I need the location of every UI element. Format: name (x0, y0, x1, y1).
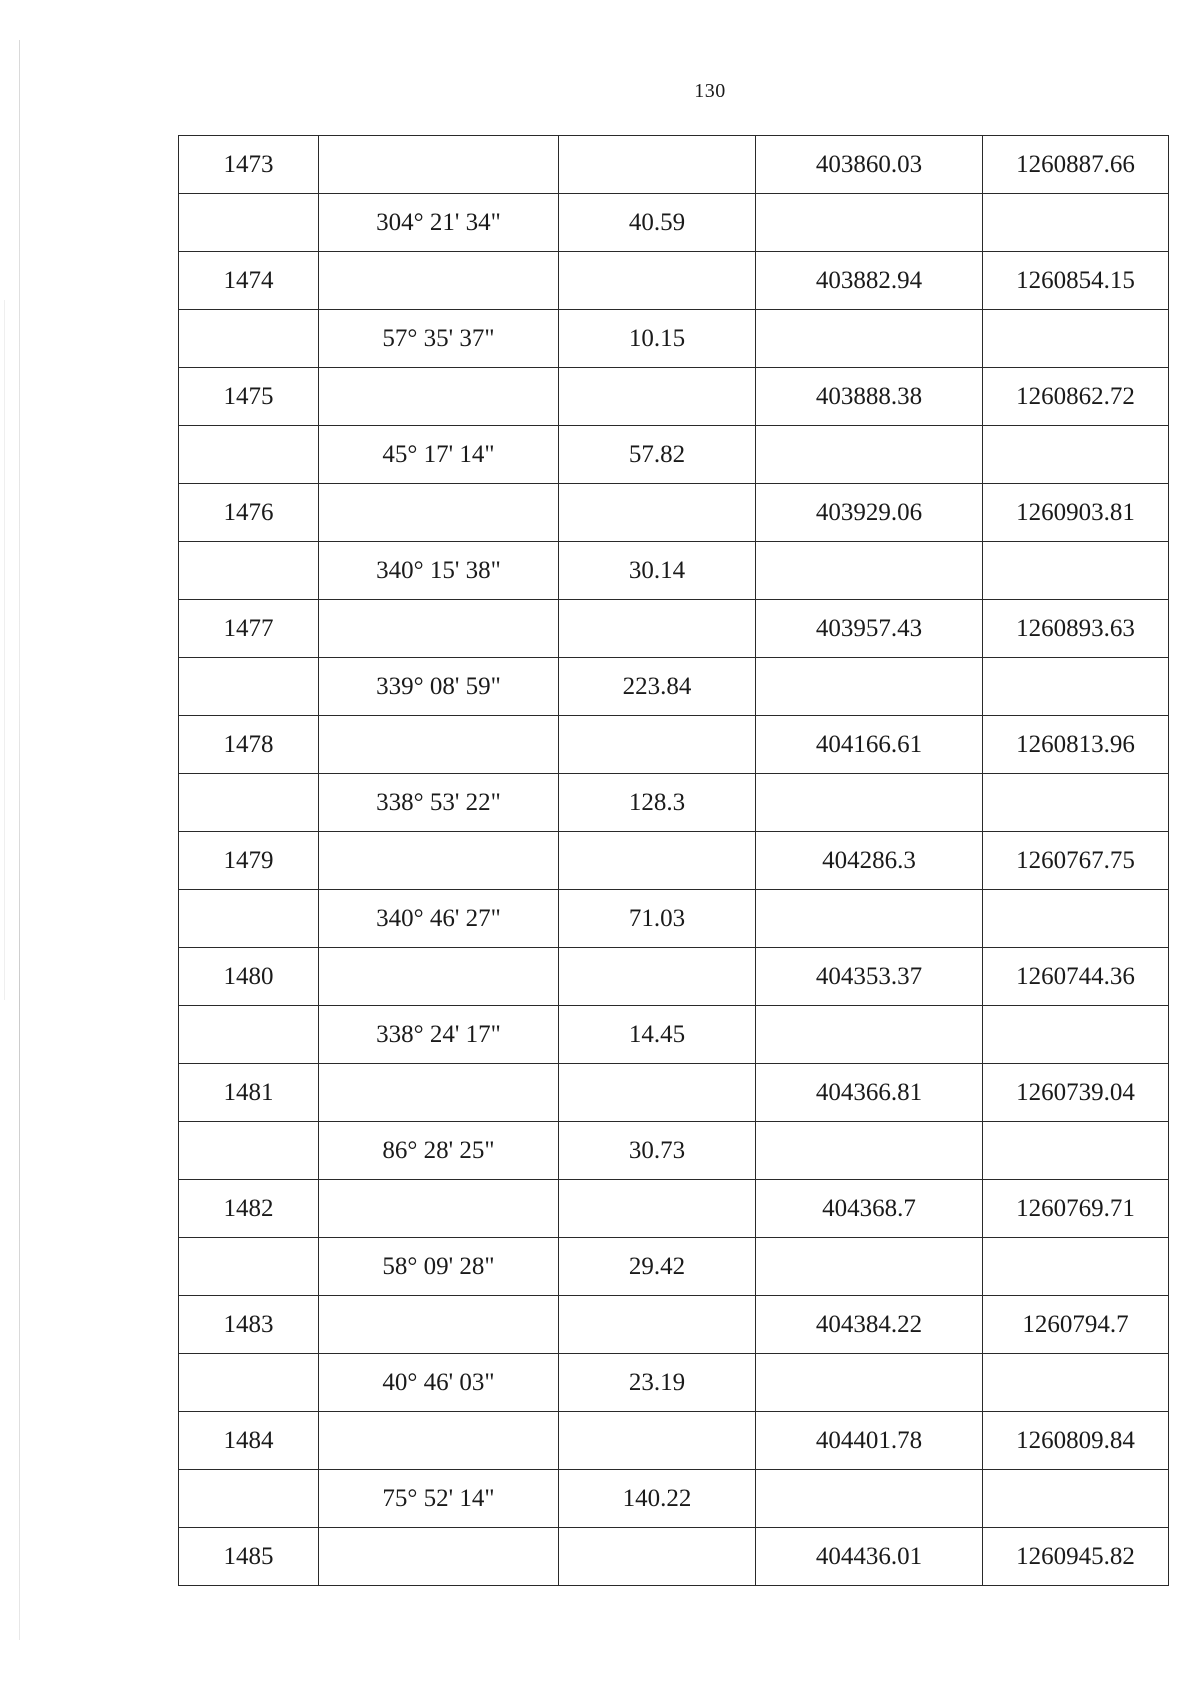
distance-cell: 29.42 (559, 1238, 756, 1296)
point-cell: 1480 (179, 948, 319, 1006)
northing-cell: 403929.06 (756, 484, 983, 542)
northing-cell: 404368.7 (756, 1180, 983, 1238)
northing-cell: 404353.37 (756, 948, 983, 1006)
easting-cell: 1260945.82 (983, 1528, 1169, 1586)
bearing-cell: 338° 24' 17" (319, 1006, 559, 1064)
page-number: 130 (694, 80, 726, 102)
point-cell: 1482 (179, 1180, 319, 1238)
point-cell (179, 542, 319, 600)
northing-cell (756, 658, 983, 716)
distance-cell: 10.15 (559, 310, 756, 368)
easting-cell: 1260813.96 (983, 716, 1169, 774)
point-cell: 1485 (179, 1528, 319, 1586)
table-row (179, 194, 1169, 252)
bearing-cell (319, 1180, 559, 1238)
table-row (179, 1354, 1169, 1412)
table-row (179, 716, 1169, 774)
easting-cell: 1260893.63 (983, 600, 1169, 658)
point-cell: 1475 (179, 368, 319, 426)
bearing-cell: 57° 35' 37" (319, 310, 559, 368)
easting-cell: 1260809.84 (983, 1412, 1169, 1470)
table-row (179, 658, 1169, 716)
coordinate-table (178, 135, 1169, 1586)
table-row (179, 252, 1169, 310)
easting-cell (983, 1238, 1169, 1296)
bearing-cell: 340° 15' 38" (319, 542, 559, 600)
point-cell (179, 774, 319, 832)
distance-cell: 30.14 (559, 542, 756, 600)
northing-cell: 403860.03 (756, 136, 983, 194)
distance-cell: 57.82 (559, 426, 756, 484)
easting-cell: 1260769.71 (983, 1180, 1169, 1238)
distance-cell (559, 1180, 756, 1238)
distance-cell: 71.03 (559, 890, 756, 948)
easting-cell: 1260767.75 (983, 832, 1169, 890)
table-row (179, 1412, 1169, 1470)
northing-cell (756, 1006, 983, 1064)
point-cell (179, 1006, 319, 1064)
easting-cell: 1260739.04 (983, 1064, 1169, 1122)
point-cell (179, 310, 319, 368)
northing-cell: 403882.94 (756, 252, 983, 310)
bearing-cell (319, 1528, 559, 1586)
table-row (179, 1064, 1169, 1122)
northing-cell (756, 542, 983, 600)
point-cell (179, 890, 319, 948)
easting-cell (983, 426, 1169, 484)
bearing-cell: 86° 28' 25" (319, 1122, 559, 1180)
northing-cell (756, 774, 983, 832)
bearing-cell (319, 368, 559, 426)
northing-cell (756, 1238, 983, 1296)
point-cell: 1484 (179, 1412, 319, 1470)
table-row (179, 136, 1169, 194)
northing-cell: 404436.01 (756, 1528, 983, 1586)
point-cell: 1476 (179, 484, 319, 542)
northing-cell: 404166.61 (756, 716, 983, 774)
distance-cell: 30.73 (559, 1122, 756, 1180)
distance-cell (559, 1412, 756, 1470)
northing-cell: 404384.22 (756, 1296, 983, 1354)
distance-cell (559, 716, 756, 774)
bearing-cell: 338° 53' 22" (319, 774, 559, 832)
point-cell: 1478 (179, 716, 319, 774)
distance-cell (559, 136, 756, 194)
northing-cell (756, 1470, 983, 1528)
northing-cell (756, 194, 983, 252)
northing-cell (756, 426, 983, 484)
distance-cell (559, 484, 756, 542)
easting-cell: 1260887.66 (983, 136, 1169, 194)
table-row (179, 368, 1169, 426)
distance-cell (559, 368, 756, 426)
bearing-cell (319, 136, 559, 194)
distance-cell (559, 252, 756, 310)
easting-cell (983, 890, 1169, 948)
easting-cell (983, 1354, 1169, 1412)
distance-cell: 140.22 (559, 1470, 756, 1528)
easting-cell: 1260862.72 (983, 368, 1169, 426)
table-row (179, 890, 1169, 948)
scan-edge-line (19, 40, 20, 1640)
easting-cell (983, 310, 1169, 368)
northing-cell: 404366.81 (756, 1064, 983, 1122)
table-row (179, 600, 1169, 658)
table-row (179, 948, 1169, 1006)
northing-cell (756, 1354, 983, 1412)
table-row (179, 1006, 1169, 1064)
easting-cell (983, 774, 1169, 832)
table-row (179, 1122, 1169, 1180)
northing-cell (756, 1122, 983, 1180)
bearing-cell: 75° 52' 14" (319, 1470, 559, 1528)
northing-cell: 403888.38 (756, 368, 983, 426)
point-cell: 1481 (179, 1064, 319, 1122)
table-row (179, 1180, 1169, 1238)
table-row (179, 310, 1169, 368)
distance-cell: 14.45 (559, 1006, 756, 1064)
easting-cell (983, 542, 1169, 600)
easting-cell: 1260854.15 (983, 252, 1169, 310)
point-cell: 1479 (179, 832, 319, 890)
distance-cell: 223.84 (559, 658, 756, 716)
coordinate-table-body (179, 136, 1169, 1586)
point-cell (179, 1122, 319, 1180)
distance-cell (559, 1528, 756, 1586)
easting-cell (983, 1006, 1169, 1064)
point-cell (179, 1354, 319, 1412)
bearing-cell (319, 484, 559, 542)
bearing-cell (319, 948, 559, 1006)
easting-cell (983, 1122, 1169, 1180)
northing-cell: 404401.78 (756, 1412, 983, 1470)
easting-cell: 1260794.7 (983, 1296, 1169, 1354)
easting-cell: 1260903.81 (983, 484, 1169, 542)
point-cell: 1483 (179, 1296, 319, 1354)
easting-cell (983, 1470, 1169, 1528)
bearing-cell (319, 716, 559, 774)
distance-cell: 128.3 (559, 774, 756, 832)
distance-cell: 40.59 (559, 194, 756, 252)
table-row (179, 832, 1169, 890)
distance-cell: 23.19 (559, 1354, 756, 1412)
distance-cell (559, 832, 756, 890)
bearing-cell: 304° 21' 34" (319, 194, 559, 252)
table-row (179, 542, 1169, 600)
point-cell: 1474 (179, 252, 319, 310)
distance-cell (559, 600, 756, 658)
point-cell (179, 1470, 319, 1528)
bearing-cell (319, 1412, 559, 1470)
distance-cell (559, 948, 756, 1006)
bearing-cell (319, 252, 559, 310)
bearing-cell (319, 832, 559, 890)
table-row (179, 426, 1169, 484)
point-cell (179, 194, 319, 252)
table-row (179, 1528, 1169, 1586)
easting-cell (983, 194, 1169, 252)
easting-cell: 1260744.36 (983, 948, 1169, 1006)
scan-edge-line (4, 300, 5, 1000)
northing-cell (756, 890, 983, 948)
table-row (179, 484, 1169, 542)
distance-cell (559, 1296, 756, 1354)
bearing-cell (319, 1064, 559, 1122)
point-cell (179, 426, 319, 484)
point-cell: 1477 (179, 600, 319, 658)
bearing-cell (319, 600, 559, 658)
northing-cell: 404286.3 (756, 832, 983, 890)
table-row (179, 774, 1169, 832)
bearing-cell: 58° 09' 28" (319, 1238, 559, 1296)
point-cell (179, 1238, 319, 1296)
northing-cell (756, 310, 983, 368)
distance-cell (559, 1064, 756, 1122)
northing-cell: 403957.43 (756, 600, 983, 658)
bearing-cell: 40° 46' 03" (319, 1354, 559, 1412)
easting-cell (983, 658, 1169, 716)
bearing-cell: 340° 46' 27" (319, 890, 559, 948)
bearing-cell (319, 1296, 559, 1354)
point-cell (179, 658, 319, 716)
bearing-cell: 45° 17' 14" (319, 426, 559, 484)
table-row (179, 1470, 1169, 1528)
point-cell: 1473 (179, 136, 319, 194)
table-row (179, 1238, 1169, 1296)
table-row (179, 1296, 1169, 1354)
bearing-cell: 339° 08' 59" (319, 658, 559, 716)
